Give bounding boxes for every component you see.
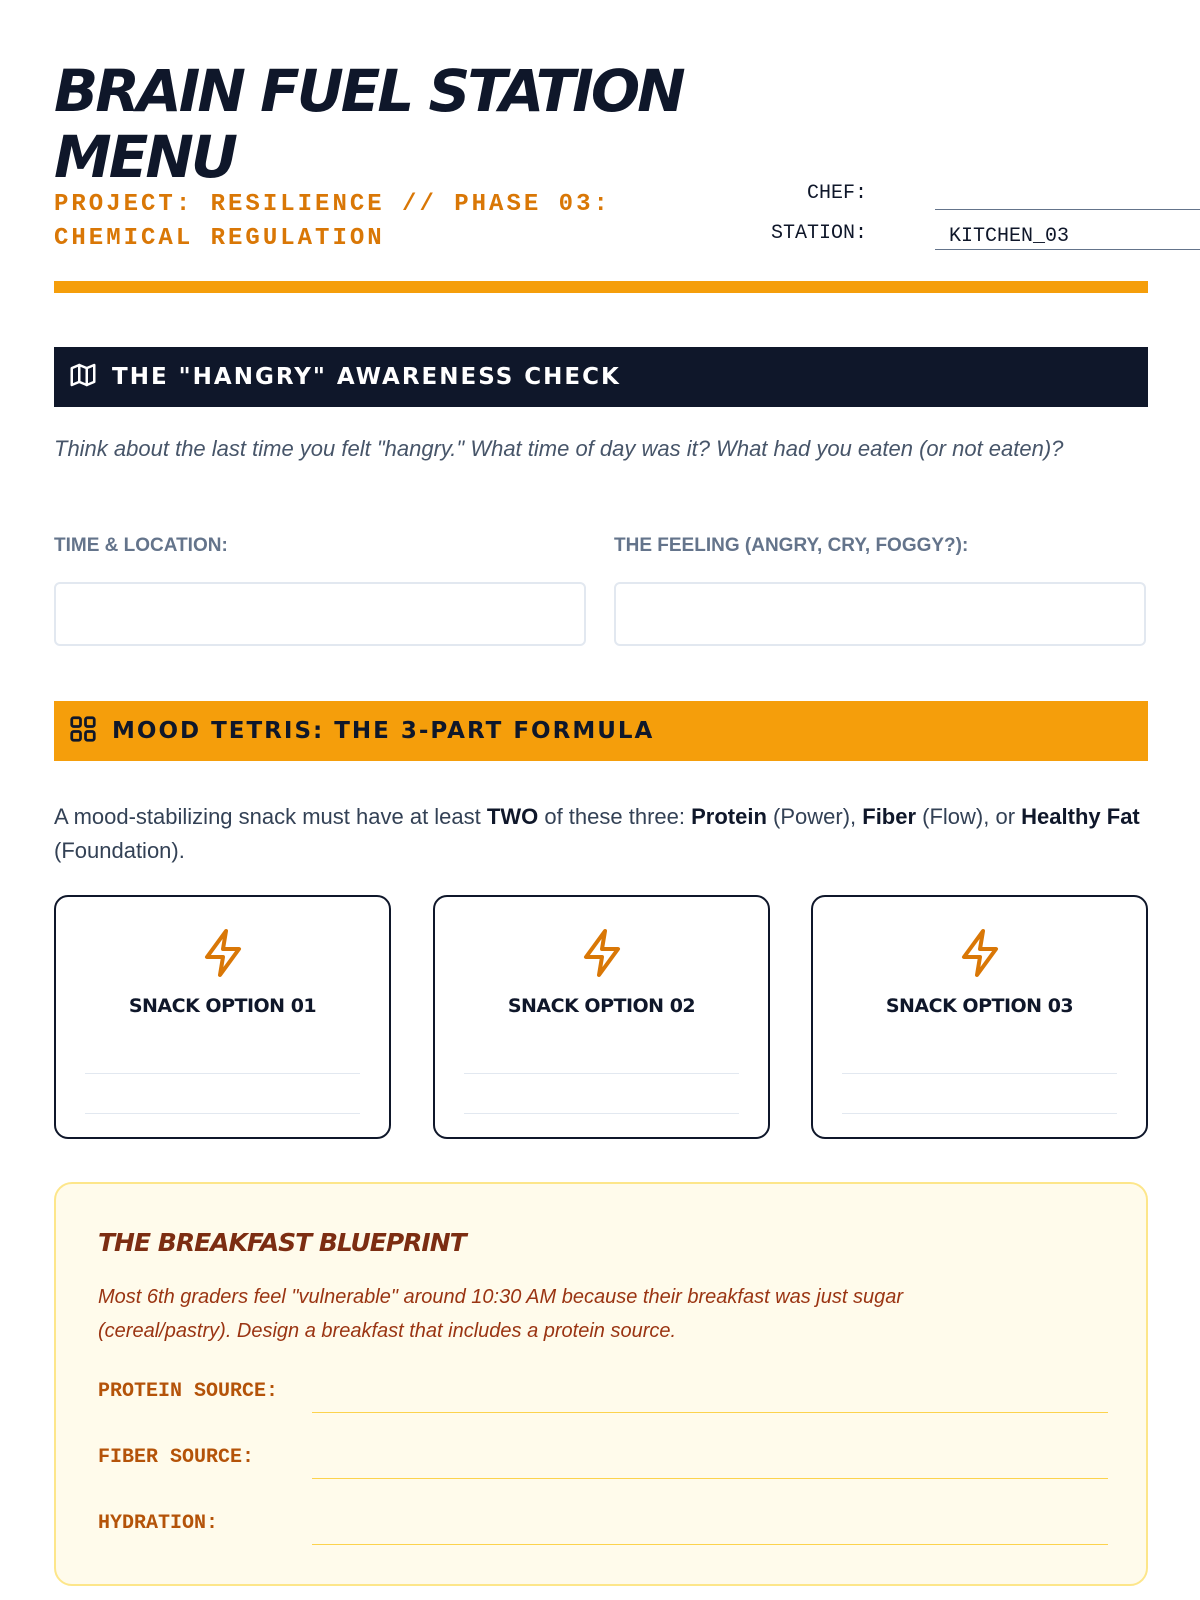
lightning-bolt-icon	[578, 927, 626, 984]
snack-option-card-2	[433, 895, 770, 1139]
hydration-label: HYDRATION:	[98, 1512, 219, 1535]
write-line[interactable]	[85, 1073, 360, 1074]
station-label: STATION:	[770, 222, 867, 245]
hangry-section-title: THE "HANGRY" AWARENESS CHECK	[112, 364, 621, 390]
snack-option-title: SNACK OPTION 01	[128, 995, 317, 1017]
blueprint-title: THE BREAKFAST BLUEPRINT	[98, 1228, 466, 1257]
map-icon	[68, 360, 98, 395]
hangry-section-header	[54, 347, 1148, 407]
station-row	[769, 218, 1149, 258]
intro-emphasis-healthy-fat: Healthy Fat	[1021, 804, 1140, 829]
formula-intro	[54, 800, 1148, 868]
protein-source-field[interactable]	[312, 1412, 1108, 1413]
hydration-field[interactable]	[312, 1544, 1108, 1545]
snack-option-card-1	[54, 895, 391, 1139]
intro-emphasis-protein: Protein	[691, 804, 767, 829]
write-line[interactable]	[842, 1073, 1117, 1074]
fiber-source-row	[98, 1440, 1108, 1480]
chef-field[interactable]	[935, 178, 1200, 210]
project-subtitle: PROJECT: RESILIENCE // PHASE 03: CHEMICAL REGULATION	[54, 191, 611, 252]
feeling-field[interactable]	[614, 582, 1146, 646]
time-location-label: TIME & LOCATION:	[54, 535, 228, 556]
header-accent-rule	[54, 281, 1148, 293]
hangry-prompt: Think about the last time you felt "hangry." What time of day was it? What had you eaten (or not eaten)?	[54, 436, 1064, 461]
write-line[interactable]	[85, 1113, 360, 1114]
intro-text: of these three:	[538, 804, 692, 829]
fiber-source-label: FIBER SOURCE:	[98, 1446, 255, 1469]
station-field[interactable]: KITCHEN_03	[935, 218, 1200, 250]
write-line[interactable]	[464, 1113, 739, 1114]
lightning-bolt-icon	[199, 927, 247, 984]
page-title: BRAIN FUEL STATION MENU	[54, 57, 683, 191]
protein-source-row	[98, 1374, 1108, 1414]
lightning-bolt-icon	[956, 927, 1004, 984]
chef-row	[769, 178, 1149, 218]
protein-source-label: PROTEIN SOURCE:	[98, 1380, 279, 1403]
breakfast-blueprint-panel	[54, 1182, 1148, 1586]
chef-label: CHEF:	[806, 182, 867, 205]
intro-emphasis-two: TWO	[486, 804, 539, 829]
intro-text: (Foundation).	[54, 838, 185, 863]
write-line[interactable]	[464, 1073, 739, 1074]
write-line[interactable]	[842, 1113, 1117, 1114]
grid-icon	[68, 714, 98, 749]
intro-text: (Power),	[766, 804, 863, 829]
snack-option-card-3	[811, 895, 1148, 1139]
fiber-source-field[interactable]	[312, 1478, 1108, 1479]
hydration-row	[98, 1506, 1108, 1546]
intro-emphasis-fiber: Fiber	[862, 804, 917, 829]
intro-text: A mood-stabilizing snack must have at least	[54, 804, 487, 829]
time-location-field[interactable]	[54, 582, 586, 646]
feeling-label: THE FEELING (ANGRY, CRY, FOGGY?):	[614, 535, 969, 556]
worksheet-header	[54, 0, 1148, 280]
snack-option-title: SNACK OPTION 03	[885, 995, 1074, 1017]
mood-tetris-section-header	[54, 701, 1148, 761]
mood-tetris-title: MOOD TETRIS: THE 3-PART FORMULA	[112, 718, 655, 744]
blueprint-instructions: Most 6th graders feel "vulnerable" around 10:30 AM because their breakfast was just sugar (cereal/pastry). Design a breakfast that includes a protein source.	[98, 1286, 904, 1342]
snack-option-title: SNACK OPTION 02	[507, 995, 696, 1017]
worksheet-page	[54, 0, 1148, 1535]
intro-text: (Flow), or	[916, 804, 1022, 829]
meta-fields	[769, 178, 1149, 258]
